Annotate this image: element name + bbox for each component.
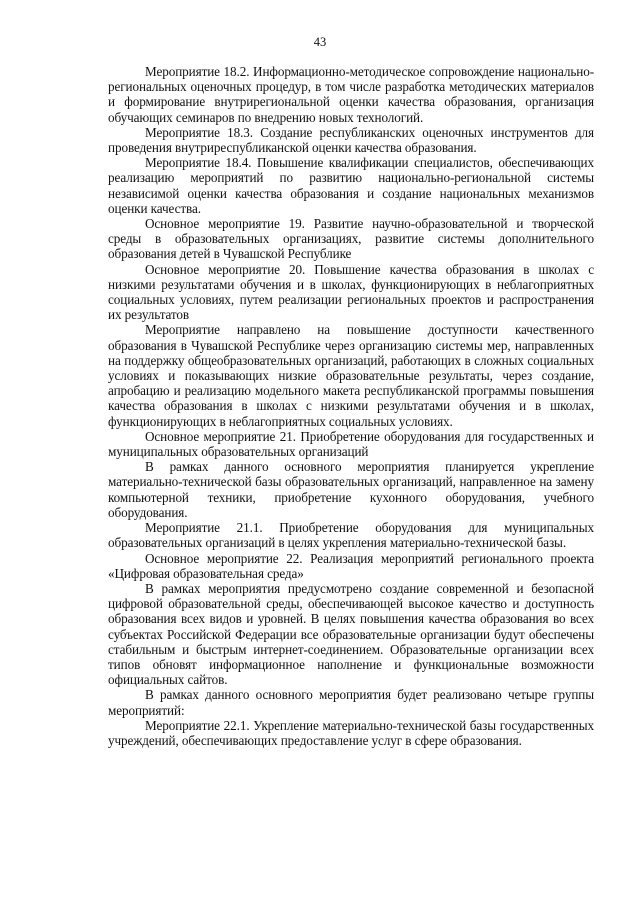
- paragraph-measure-21-description: В рамках данного основного мероприятия планируется укрепление материально-технической базы образовательных организаций, направленное на замену компьютерной техники, приобретение кухонного оборудования, учебного оборудования.: [108, 459, 594, 520]
- paragraph-measure-groups: В рамках данного основного мероприятия будет реализовано четыре группы мероприятий:: [108, 687, 594, 718]
- paragraph-main-measure-20: Основное мероприятие 20. Повышение качества образования в школах с низкими результатами обучения и в школах, функционирующих в неблагоприятных социальных условиях, путем реализации региональных проектов и распространения их результатов: [108, 261, 594, 323]
- paragraph-measure-18-2: Мероприятие 18.2. Информационно-методическое сопровождение национально-региональных оценочных процедур, в том числе разработка методических материалов и формирование внутрирегиональной оценки качества образования, организация обучающих семинаров по внедрению новых технологий.: [108, 64, 594, 125]
- page-body: [108, 64, 594, 748]
- paragraph-main-measure-19: Основное мероприятие 19. Развитие научно-образовательной и творческой среды в образовательных организациях, развитие системы дополнительного образования детей в Чувашской Республике: [108, 216, 594, 262]
- page-number: 43: [313, 35, 327, 49]
- paragraph-measure-21-1: Мероприятие 21.1. Приобретение оборудования для муниципальных образовательных организаций в целях укрепления материально-технической базы.: [108, 520, 594, 551]
- paragraph-measure-18-4: Мероприятие 18.4. Повышение квалификации специалистов, обеспечивающих реализацию мероприятий по развитию национально-региональной системы независимой оценки качества образования и создание национальных механизмов оценки качества.: [108, 155, 594, 216]
- paragraph-measure-18-3: Мероприятие 18.3. Создание республиканских оценочных инструментов для проведения внутриреспубликанской оценки качества образования.: [108, 124, 594, 156]
- paragraph-measure-22-1: Мероприятие 22.1. Укрепление материально-технической базы государственных учреждений, обеспечивающих предоставление услуг в сфере образования.: [108, 717, 594, 748]
- paragraph-measure-22-description: В рамках мероприятия предусмотрено создание современной и безопасной цифровой образовательной среды, обеспечивающей высокое качество и доступность образования всех видов и уровней. В целях повышения качества образования во всех субъектах Российской Федерации все образовательные организации будут обеспечены стабильным и быстрым интернет-соединением. Образовательные организации всех типов обновят информационное наполнение и функциональные возможности официальных сайтов.: [108, 580, 594, 688]
- paragraph-main-measure-21: Основное мероприятие 21. Приобретение оборудования для государственных и муниципальных образовательных организаций: [108, 428, 594, 460]
- paragraph-measure-20-description: Мероприятие направлено на повышение доступности качественного образования в Чувашской Республике через организацию системы мер, направленных на поддержку общеобразовательных организаций, работающих в сложных социальных условиях и показывающих низкие образовательные результаты, через создание, апробацию и реализацию модельного макета республиканской программы повышения качества образования в школах с низкими результатами обучения и в школах, функционирующих в неблагоприятных социальных условиях.: [108, 322, 594, 429]
- paragraph-main-measure-22: Основное мероприятие 22. Реализация мероприятий регионального проекта «Цифровая образовательная среда»: [108, 550, 594, 581]
